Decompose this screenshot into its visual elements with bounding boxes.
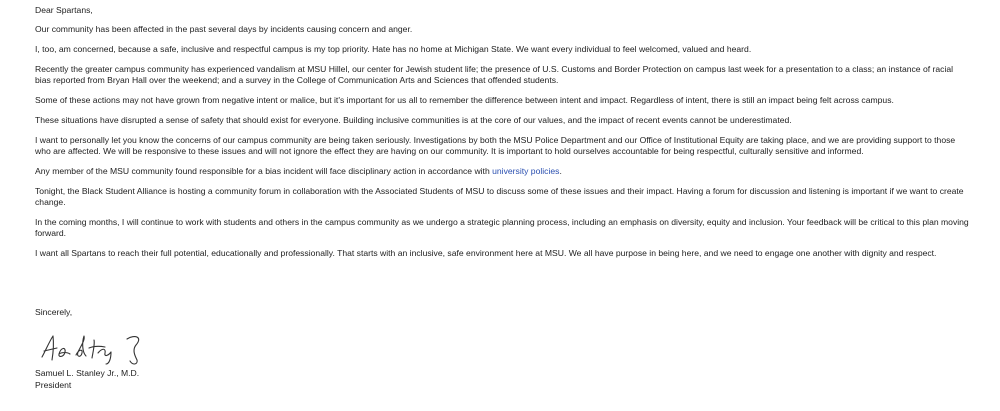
- paragraph-recent-incidents: Recently the greater campus community has experienced vandalism at MSU Hillel, our center for Jewish student life; the presence of U.S. Customs and Border Protection on campus last week for a presentation to a class; an instance of racial bias reported from Bryan Hall over the weekend; and a survey in the College of Communication Arts and Sciences that offended students.: [35, 64, 954, 85]
- paragraph-community-forum: Tonight, the Black Student Alliance is hosting a community forum in collaboration with the Associated Students of MSU to discuss some of these issues and their impact. Having a forum for discussion and listening is important if we want to create change.: [35, 186, 964, 207]
- policy-paragraph-end: .: [559, 166, 562, 176]
- paragraph-intent-impact: Some of these actions may not have grown from negative intent or malice, but it's important for us all to remember the difference between intent and impact. Regardless of intent, there is still an impact being felt across campus.: [35, 95, 894, 105]
- paragraph-investigations: I want to personally let you know the concerns of our campus community are being taken seriously. Investigations by both the MSU Police Department and our Office of Institutional Equity are taking place, and we are providing support to those who are affected. We will be responsive to these issues and will not ignore the effect they are having on our community. It is important to hold ourselves accountable for being respectful, culturally sensitive and informed.: [35, 135, 956, 156]
- handwritten-signature: [36, 330, 166, 366]
- letter-body: [35, 5, 970, 268]
- paragraph-community-affected: Our community has been affected in the past several days by incidents causing concern and anger.: [35, 24, 413, 34]
- paragraph-full-potential: I want all Spartans to reach their full potential, educationally and professionally. That starts with an inclusive, safe environment here at MSU. We all have purpose in being here, and we need to engage one another with dignity and respect.: [35, 248, 937, 258]
- policy-paragraph-text: Any member of the MSU community found responsible for a bias incident will face disciplinary action in accordance with: [35, 166, 493, 176]
- greeting: Dear Spartans,: [35, 5, 93, 15]
- paragraph-disciplinary-action: [35, 166, 970, 177]
- paragraph-concerned: I, too, am concerned, because a safe, inclusive and respectful campus is my top priority. Hate has no home at Michigan State. We want every individual to feel welcomed, valued and heard.: [35, 44, 752, 54]
- signer-name: Samuel L. Stanley Jr., M.D.: [35, 368, 140, 378]
- paragraph-strategic-planning: In the coming months, I will continue to work with students and others in the campus community as we undergo a strategic planning process, including an emphasis on diversity, equity and inclusion. Your feedback will be critical to this plan moving forward.: [35, 217, 969, 238]
- university-policies-link[interactable]: university policies: [492, 166, 560, 176]
- paragraph-safety: These situations have disrupted a sense of safety that should exist for everyone. Building inclusive communities is at the core of our values, and the impact of recent events cannot be underestimated.: [35, 115, 792, 125]
- sign-off: Sincerely,: [35, 307, 73, 317]
- signer-title: President: [35, 380, 72, 390]
